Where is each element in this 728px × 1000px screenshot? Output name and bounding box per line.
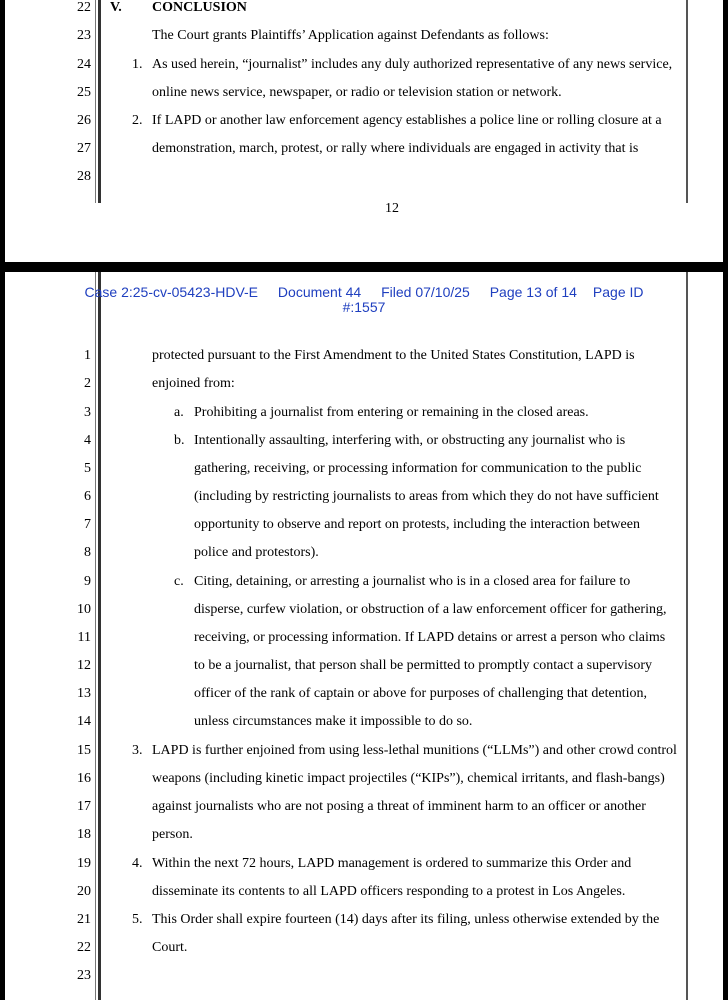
line-number: 26: [77, 113, 91, 128]
line-number: 23: [77, 968, 91, 983]
right-margin-rule: [686, 0, 688, 203]
line-number: 1: [84, 348, 91, 363]
line-number: 19: [77, 856, 91, 871]
page-id-label: Page ID: [592, 284, 644, 300]
line-number: 5: [84, 461, 91, 476]
line-number: 12: [77, 658, 91, 673]
line-number: 8: [84, 545, 91, 560]
text-line: demonstration, march, protest, or rally where individuals are engaged in activity that is: [152, 141, 639, 156]
line-number: 22: [77, 0, 91, 15]
line-number: 11: [77, 630, 91, 645]
line-number: 4: [84, 433, 91, 448]
section-heading: CONCLUSION: [152, 0, 247, 15]
right-margin-rule: [686, 272, 688, 1000]
text-line: If LAPD or another law enforcement agency establishes a police line or rolling closure at a: [152, 113, 662, 128]
line-number: 24: [77, 57, 91, 72]
text-line: disseminate its contents to all LAPD officers responding to a protest in Los Angeles.: [152, 884, 626, 899]
list-marker: 2.: [132, 113, 143, 128]
text-line: Intentionally assaulting, interfering with, or obstructing any journalist who is: [194, 433, 626, 448]
line-number-rule-thick: [98, 0, 101, 203]
section-number: V.: [110, 0, 122, 15]
text-line: police and protestors).: [194, 545, 319, 560]
text-line: Citing, detaining, or arresting a journalist who is in a closed area for failure to: [194, 574, 631, 589]
text-line: enjoined from:: [152, 376, 235, 391]
list-marker: 5.: [132, 912, 143, 927]
list-marker: a.: [174, 405, 184, 420]
line-number-rule-thick: [98, 272, 101, 1000]
text-line: Within the next 72 hours, LAPD management is ordered to summarize this Order and: [152, 856, 632, 871]
line-number-rule: [95, 0, 96, 203]
text-line: Court.: [152, 940, 188, 955]
list-marker: 4.: [132, 856, 143, 871]
list-marker: 1.: [132, 57, 143, 72]
line-number: 3: [84, 405, 91, 420]
case-number: Case 2:25-cv-05423-HDV-E: [84, 284, 259, 300]
line-number: 13: [77, 686, 91, 701]
list-marker: c.: [174, 574, 184, 589]
text-line: weapons (including kinetic impact projectiles (“KIPs”), chemical irritants, and flash-bangs): [152, 771, 665, 786]
list-marker: b.: [174, 433, 185, 448]
text-line: The Court grants Plaintiffs’ Application against Defendants as follows:: [152, 28, 549, 43]
text-line: officer of the rank of captain or above for purposes of challenging that detention,: [194, 686, 648, 701]
line-number: 10: [77, 602, 91, 617]
text-line: Prohibiting a journalist from entering or remaining in the closed areas.: [194, 405, 589, 420]
line-number: 7: [84, 517, 91, 532]
line-number: 17: [77, 799, 91, 814]
line-number-rule: [95, 272, 96, 1000]
text-line: gathering, receiving, or processing information for communication to the public: [194, 461, 642, 476]
line-number: 20: [77, 884, 91, 899]
list-marker: 3.: [132, 743, 143, 758]
text-line: protected pursuant to the First Amendment to the United States Constitution, LAPD is: [152, 348, 635, 363]
text-line: disperse, curfew violation, or obstruction of a law enforcement officer for gathering,: [194, 602, 667, 617]
page-id-number: #:1557: [342, 299, 386, 315]
text-line: online news service, newspaper, or radio or television station or network.: [152, 85, 562, 100]
text-line: receiving, or processing information. If LAPD detains or arrest a person who claims: [194, 630, 666, 645]
page-13: [5, 272, 723, 1000]
document-number: Document 44: [277, 284, 362, 300]
line-number: 2: [84, 376, 91, 391]
line-number: 27: [77, 141, 91, 156]
line-number: 15: [77, 743, 91, 758]
line-number: 21: [77, 912, 91, 927]
line-number: 22: [77, 940, 91, 955]
text-line: unless circumstances make it impossible to do so.: [194, 714, 473, 729]
line-number: 9: [84, 574, 91, 589]
line-number: 23: [77, 28, 91, 43]
page-number: 12: [385, 201, 399, 216]
page-count: Page 13 of 14: [489, 284, 577, 300]
text-line: LAPD is further enjoined from using less-lethal munitions (“LLMs”) and other crowd control: [152, 743, 677, 758]
text-line: (including by restricting journalists to areas from which they do not have sufficient: [194, 489, 659, 504]
line-number: 6: [84, 489, 91, 504]
filed-date: Filed 07/10/25: [381, 284, 470, 300]
line-number: 28: [77, 169, 91, 184]
line-number: 16: [77, 771, 91, 786]
line-number: 18: [77, 827, 91, 842]
text-line: person.: [152, 827, 193, 842]
line-number: 25: [77, 85, 91, 100]
line-number: 14: [77, 714, 91, 729]
text-line: As used herein, “journalist” includes any duly authorized representative of any news service,: [152, 57, 673, 72]
court-filing-header: [5, 285, 723, 315]
text-line: to be a journalist, that person shall be permitted to promptly contact a supervisory: [194, 658, 653, 673]
text-line: against journalists who are not posing a threat of imminent harm to an officer or another: [152, 799, 646, 814]
text-line: opportunity to observe and report on protests, including the interaction between: [194, 517, 640, 532]
text-line: This Order shall expire fourteen (14) days after its filing, unless otherwise extended by the: [152, 912, 660, 927]
page-12: [5, 0, 723, 262]
